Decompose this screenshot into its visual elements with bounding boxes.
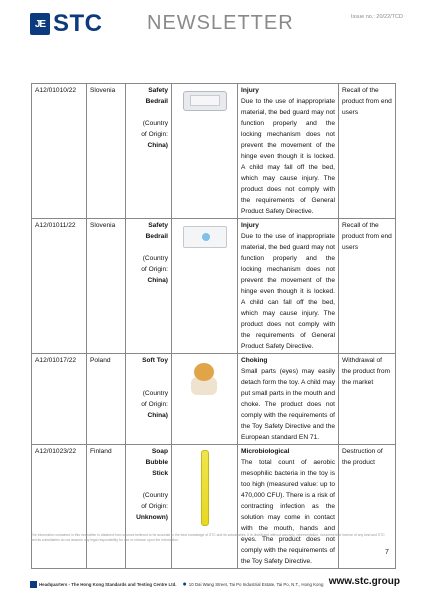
notification-number: A12/01010/22 <box>35 87 77 94</box>
origin-country <box>129 410 168 421</box>
product-name-line-2: Bubble Stick <box>145 459 168 477</box>
origin-country-value: Unknown) <box>136 514 168 521</box>
origin-label-1: (Country <box>142 492 168 499</box>
stc-logo-text: STC <box>53 10 103 37</box>
measures-taken: Recall of the product from end users <box>342 87 392 116</box>
product-name-line-1: Soft Toy <box>142 357 168 364</box>
measures-taken: Withdrawal of the product from the market <box>342 357 391 386</box>
bedrail-grey-icon <box>183 91 227 111</box>
measures-cell <box>339 354 396 445</box>
risk-type: Microbiological <box>241 448 290 455</box>
product-name-line-1: Soap <box>151 448 168 455</box>
risk-description-cell <box>238 445 339 569</box>
product-recall-table <box>31 83 396 569</box>
issue-number: Issue no.: 20/22/TCD <box>351 14 403 20</box>
bedrail-white-icon <box>183 226 227 248</box>
origin-label-2: of Origin: <box>141 266 168 273</box>
footer-bar <box>30 578 400 590</box>
soap-bubble-stick-icon <box>201 450 209 526</box>
headquarters-label: Headquarters - The Hong Kong Standards and Testing Centre Ltd. <box>39 581 177 587</box>
origin-label-1: (Country <box>142 120 168 127</box>
notification-number-cell <box>32 445 87 569</box>
product-name-line-1: Safety <box>148 87 168 94</box>
notifying-country-cell <box>87 84 126 219</box>
spacer <box>129 107 168 118</box>
notification-number: A12/01023/22 <box>35 448 77 455</box>
origin-label-2: of Origin: <box>141 131 168 138</box>
newsletter-header <box>0 0 425 44</box>
product-image-cell <box>172 84 238 219</box>
risk-description-cell <box>238 219 339 354</box>
measures-taken: Recall of the product from end users <box>342 222 392 251</box>
origin-country <box>129 140 168 151</box>
product-image-cell <box>172 354 238 445</box>
origin-country-value: China) <box>147 412 168 419</box>
notifying-country: Finland <box>90 448 112 455</box>
notifying-country: Slovenia <box>90 222 116 229</box>
soft-toy-icon <box>188 361 222 397</box>
measures-cell <box>339 219 396 354</box>
toy-head <box>194 363 214 381</box>
disclaimer-text: The information contained in this newsletter is obtained from sources believed to be accurate to the best knowledge of STC and its subsidiaries. It is distributed without warranty, representation, inducement or licence of any kind and STC and its subsidiaries do not assume any legal responsibility for use or reliance upon the information. <box>31 533 385 542</box>
origin-country-value: China) <box>147 277 168 284</box>
origin-label-2: of Origin: <box>141 401 168 408</box>
newsletter-title: NEWSLETTER <box>147 12 294 34</box>
risk-type: Injury <box>241 87 259 94</box>
spacer <box>129 377 168 388</box>
notification-number: A12/01017/22 <box>35 357 77 364</box>
risk-description: Due to the use of inappropriate material, the bed guard may not function properly and the locking mechanism does not prevent the movement of the hinge even though it is locked. A child can fall off the bed, which may cause injury. The product does not comply with the requirements of General Product Safety Directive. <box>241 233 335 350</box>
notification-number-cell <box>32 354 87 445</box>
origin-label-1: (Country <box>142 390 168 397</box>
risk-description: Due to the use of inappropriate material, the bed guard may not function properly and the locking mechanism does not prevent the movement of the hinge even though it is locked. A child may fall off the bed, which may cause injury. The product does not comply with the requirements of General Product Safety Directive. <box>241 98 335 215</box>
page-number: 7 <box>385 549 389 556</box>
product-cell <box>126 445 172 569</box>
notifying-country: Slovenia <box>90 87 116 94</box>
building-icon <box>30 581 37 588</box>
notifying-country: Poland <box>90 357 111 364</box>
product-cell <box>126 354 172 445</box>
measures-taken: Destruction of the product <box>342 448 383 466</box>
risk-description-cell <box>238 354 339 445</box>
table-row <box>32 84 396 219</box>
website-link[interactable]: www.stc.group <box>328 576 400 587</box>
product-image-cell <box>172 445 238 569</box>
product-name-line-2: Bedrail <box>145 98 168 105</box>
notification-number-cell <box>32 84 87 219</box>
risk-description: The total count of aerobic mesophilic bacteria in the toy is too high (measured value: up to 470,000 CFU). There is a risk of contracting infection as the solution may come in contact with the mouth, hands and eyes. The product does not comply with the requirements of the Toy Safety Directive. <box>241 459 335 565</box>
table-row <box>32 219 396 354</box>
risk-type: Choking <box>241 357 268 364</box>
notifying-country-cell <box>87 445 126 569</box>
risk-description: Small parts (eyes) may easily detach form the toy. A child may put small parts in the mouth and choke. The product does not comply with the requirements of the Toy Safety Directive and the European standard EN 71. <box>241 368 335 441</box>
product-image-cell <box>172 219 238 354</box>
table-row <box>32 354 396 445</box>
location-pin-icon: ● <box>182 580 187 588</box>
origin-country <box>129 512 168 523</box>
product-name-line-2 <box>129 366 168 377</box>
spacer <box>129 242 168 253</box>
stc-logo-badge: JE <box>30 13 50 35</box>
product-name-line-2: Bedrail <box>145 233 168 240</box>
notification-number: A12/01011/22 <box>35 222 76 229</box>
notifying-country-cell <box>87 219 126 354</box>
notification-number-cell <box>32 219 87 354</box>
origin-label-1: (Country <box>142 255 168 262</box>
measures-cell <box>339 84 396 219</box>
origin-country-value: China) <box>147 142 168 149</box>
risk-description-cell <box>238 84 339 219</box>
product-name-line-1: Safety <box>148 222 168 229</box>
spacer <box>129 479 168 490</box>
origin-label-2: of Origin: <box>141 503 168 510</box>
address-text: 10 Dai Wang Street, Tai Po Industrial Estate, Tai Po, N.T., Hong Kong <box>188 581 324 587</box>
risk-type: Injury <box>241 222 259 229</box>
notifying-country-cell <box>87 354 126 445</box>
product-cell <box>126 219 172 354</box>
origin-country <box>129 275 168 286</box>
stc-logo <box>30 12 103 36</box>
product-cell <box>126 84 172 219</box>
table-row <box>32 445 396 569</box>
